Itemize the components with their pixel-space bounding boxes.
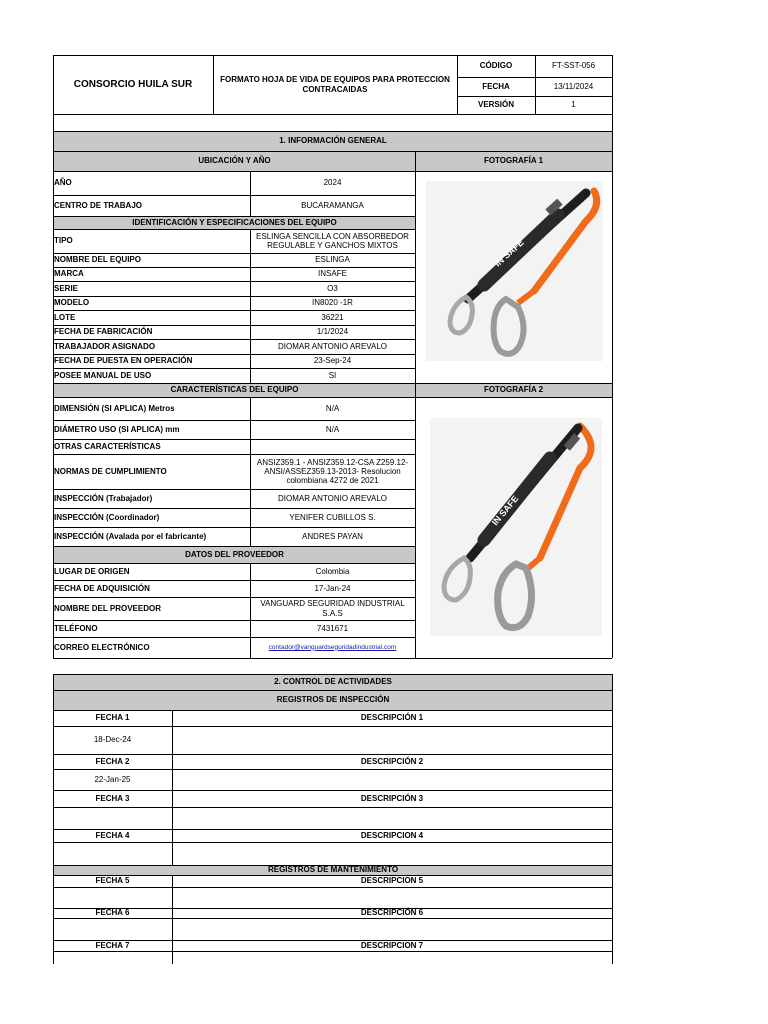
ident-label: TIPO — [54, 236, 73, 246]
workplace-label: CENTRO DE TRABAJO — [54, 200, 143, 210]
char-value: N/A — [325, 403, 340, 413]
description-label: DESCRIPCION 5 — [360, 876, 424, 886]
description-label: DESCRIPCIÓN 3 — [360, 793, 424, 803]
ident-header: IDENTIFICACIÓN Y ESPECIFICACIONES DEL EQUIPO — [132, 217, 337, 227]
description-label: DESCRIPCIÓN 1 — [360, 713, 424, 723]
provider-label: LUGAR DE ORIGEN — [54, 566, 130, 576]
char-label: DIÁMETRO USO (SI APLICA) mm — [54, 424, 180, 434]
date-label: FECHA 2 — [95, 756, 130, 766]
provider-value: Colombia — [315, 566, 350, 576]
ident-value: DIOMAR ANTONIO AREVALO — [277, 341, 388, 351]
provider-header: DATOS DEL PROVEEDOR — [185, 549, 284, 559]
date-label: FECHA 1 — [95, 713, 130, 723]
provider-value: VANGUARD SEGURIDAD INDUSTRIAL S.A.S — [260, 599, 405, 618]
date-label: FECHA 3 — [95, 793, 130, 803]
year-value: 2024 — [323, 178, 342, 188]
date-label: FECHA 4 — [95, 830, 130, 840]
char-label: INSPECCIÓN (Trabajador) — [54, 493, 153, 503]
char-value: DIOMAR ANTONIO AREVALO — [277, 493, 388, 503]
ident-label: MODELO — [54, 298, 90, 308]
char-label: INSPECCIÓN (Coordinador) — [54, 512, 160, 522]
format-title: FORMATO HOJA DE VIDA DE EQUIPOS PARA PROTECCION CONTRACAIDAS — [220, 75, 450, 94]
ident-value: ESLINGA SENCILLA CON ABSORBEDOR REGULABLE Y GANCHOS MIXTOS — [256, 231, 409, 250]
version-label: VERSIÓN — [477, 100, 514, 110]
provider-label: FECHA DE ADQUISICIÓN — [54, 583, 150, 593]
ident-label: FECHA DE FABRICACIÓN — [54, 327, 153, 337]
workplace-value: BUCARAMANGA — [301, 200, 364, 210]
char-value: ANSIZ359.1 - ANSIZ359.12-CSA Z259.12- ANSI/ASSEZ359.13-2013- Resolucion colombiana 4272 de 2021 — [256, 457, 409, 486]
ident-value: INSAFE — [318, 269, 347, 279]
provider-label: TELÉFONO — [54, 623, 98, 633]
company-name: CONSORCIO HUILA SUR — [73, 78, 193, 90]
provider-value: 7431671 — [316, 623, 349, 633]
version-value: 1 — [571, 100, 576, 110]
char-label: NORMAS DE CUMPLIMIENTO — [54, 466, 167, 476]
char-label: OTRAS CARACTERÍSTICAS — [54, 441, 161, 451]
ident-label: LOTE — [54, 312, 76, 322]
code-label: CÓDIGO — [479, 61, 513, 71]
section1-title: 1. INFORMACIÓN GENERAL — [279, 136, 387, 146]
date-label: FECHA 6 — [95, 908, 130, 918]
ident-value: IN8020 -1R — [312, 298, 353, 308]
char-value: YENIFER CUBILLOS S. — [289, 512, 376, 522]
provider-label: NOMBRE DEL PROVEEDOR — [54, 603, 161, 613]
ident-label: NOMBRE DEL EQUIPO — [54, 255, 141, 265]
location-header: UBICACIÓN Y AÑO — [198, 156, 271, 166]
photo2-header: FOTOGRAFÍA 2 — [483, 385, 544, 395]
provider-label: CORREO ELECTRÓNICO — [54, 642, 150, 652]
year-label: AÑO — [54, 178, 72, 188]
maintenance-header: REGISTROS DE MANTENIMIENTO — [267, 865, 399, 875]
ident-value: SI — [328, 370, 337, 380]
description-label: DESCRIPCION 7 — [360, 940, 424, 950]
description-label: DESCRIPCION 4 — [360, 830, 424, 840]
photo-brand-label: IN SAFE — [489, 493, 521, 528]
code-value: FT-SST-056 — [551, 61, 596, 71]
date-label: FECHA 5 — [95, 876, 130, 886]
ident-label: SERIE — [54, 283, 79, 293]
lanyard-photo-1 — [426, 181, 603, 361]
date-value: 18-Dec-24 — [93, 735, 132, 745]
char-label: DIMENSIÓN (SI APLICA) Metros — [54, 403, 175, 413]
date-value: 13/11/2024 — [553, 81, 594, 91]
lanyard-photo-2 — [430, 418, 602, 636]
ident-value: 1/1/2024 — [316, 327, 349, 337]
provider-value: 17-Jan-24 — [314, 583, 351, 593]
ident-value: 23-Sep-24 — [313, 356, 352, 366]
photo1-header: FOTOGRAFÍA 1 — [483, 156, 544, 166]
char-value: N/A — [325, 424, 340, 434]
ident-label: POSEE MANUAL DE USO — [54, 370, 152, 380]
ident-value: O3 — [327, 283, 338, 293]
description-label: DESCRIPCIÓN 6 — [360, 908, 424, 918]
char-label: INSPECCIÓN (Avalada por el fabricante) — [54, 531, 207, 541]
date-value: 22-Jan-25 — [94, 774, 131, 784]
char-header: CARACTERÍSTICAS DEL EQUIPO — [170, 385, 299, 395]
ident-label: FECHA DE PUESTA EN OPERACIÓN — [54, 356, 193, 366]
inspection-header: REGISTROS DE INSPECCIÓN — [276, 695, 390, 705]
ident-label: TRABAJADOR ASIGNADO — [54, 341, 156, 351]
ident-label: MARCA — [54, 269, 84, 279]
ident-value: 36221 — [321, 312, 344, 322]
provider-email-link[interactable]: contador@vanguardseguridadindustrial.com — [268, 643, 397, 651]
date-label: FECHA 7 — [95, 940, 130, 950]
section2-title: 2. CONTROL DE ACTIVIDADES — [274, 677, 392, 687]
char-value: ANDRES PAYAN — [302, 531, 363, 541]
description-label: DESCRIPCIÓN 2 — [360, 756, 424, 766]
date-label: FECHA — [482, 81, 510, 91]
ident-value: ESLINGA — [315, 255, 350, 265]
char-value — [250, 439, 415, 454]
photo-brand-label: IN SAFE — [492, 237, 526, 269]
